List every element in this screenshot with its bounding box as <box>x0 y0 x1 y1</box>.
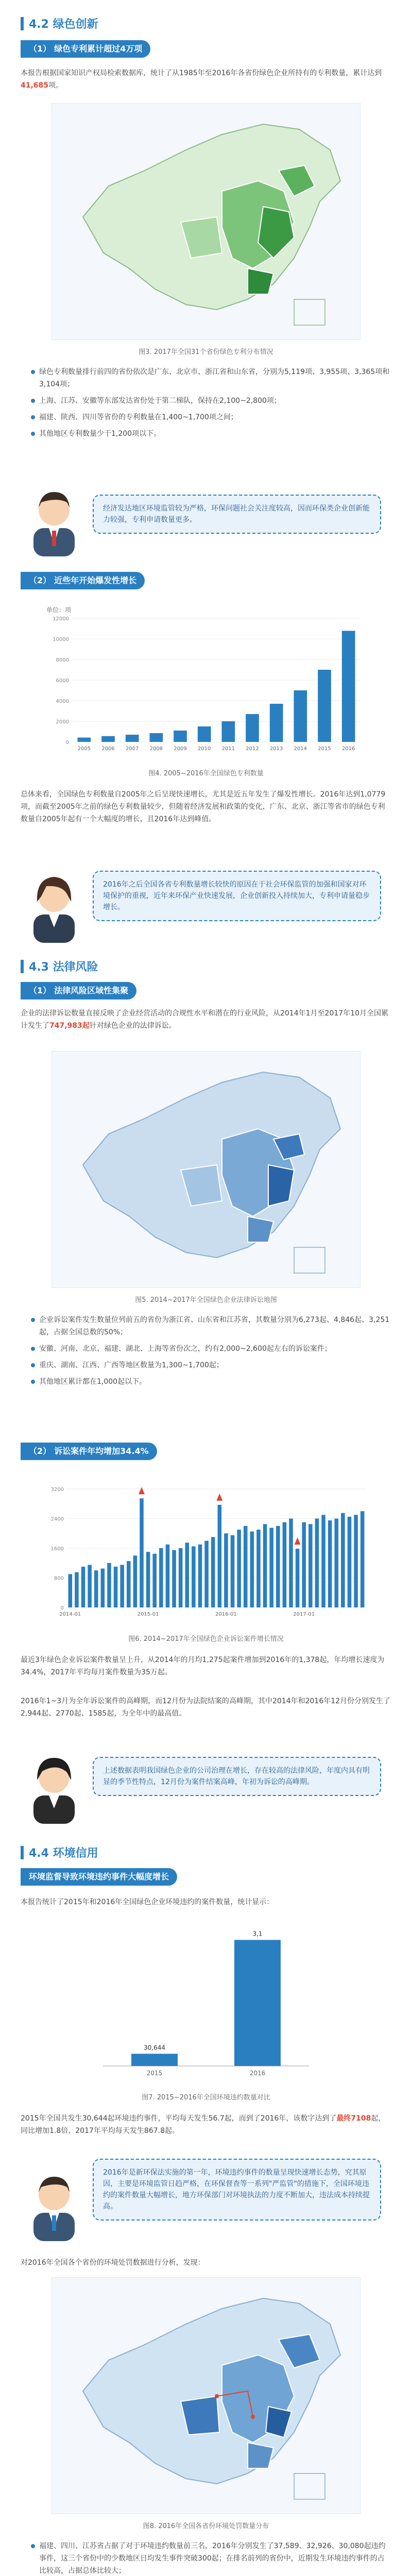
bar-2014-09 <box>120 1565 124 1607</box>
map2-caption: 图5. 2014~2017年全国绿色企业法律诉讼地图 <box>135 1296 277 1304</box>
bar-2017-10 <box>360 1511 365 1607</box>
env-highlight: 最终7108 <box>336 2114 371 2123</box>
x-tick-label: 2013 <box>269 746 283 752</box>
bar-2017-09 <box>354 1515 358 1607</box>
y-tick-label: 8000 <box>56 657 69 663</box>
bar-2015-09 <box>198 1545 202 1607</box>
bar-2008 <box>150 733 163 742</box>
bar-2016 <box>342 631 355 742</box>
list-item: 福建、四川、江苏省占据了对于环境违约数量前三名，2016年分别发生了37,589、32,926、30,080起违约事件，这三个省份中的少数地区日均发生事件突破300起；在排名前列的省份中，近期发生环境违约事件的占比较高，占据总体比较大； <box>31 2540 391 2576</box>
bar-2014-06 <box>101 1569 105 1607</box>
commentary-bubble-4: 2016年是新环保法实施的第一年，环境违约事件的数量呈现快速增长态势，究其原因，主要是环境监管日趋严格，在环保督查等一系列"严监管"的措施下，全国环境违约的案件数量大幅增长，地方环保部门对环境执法的力度不断加大，违法成本持续提高。 <box>93 2159 381 2221</box>
env-paragraph <box>21 2112 391 2137</box>
china-map-icon <box>52 104 361 341</box>
china-map-penalties <box>52 2277 360 2514</box>
x-tick-label: 2016 <box>249 2070 266 2077</box>
patent-bullets <box>31 366 391 444</box>
intro-text-end: 项。 <box>48 81 63 90</box>
commentary-bubble-3: 上述数据表明我国绿色企业的公司治理在增长，存在较高的法律风险，年度内具有明显的季节性特点，12月份为案件结案高峰，年初为诉讼的高峰期。 <box>93 1757 381 1796</box>
bar-2014-05 <box>94 1570 98 1607</box>
china-map-patents <box>52 103 360 340</box>
list-item: 福建、陕西、四川等省份的专利数量在1,400~1,700项之间； <box>31 411 391 423</box>
bar-2016-07 <box>263 1524 267 1607</box>
bar-2016-11 <box>289 1519 293 1608</box>
env-violation-chart <box>41 1917 371 2087</box>
sub-banner-legal-risk <box>21 982 136 999</box>
intro-text: 企业的法律诉讼数量直接反映了企业经营活动的合规性水平和潜在的行业风险，从2014年1月至2017年10月全国累计发生了 <box>21 1009 388 1030</box>
bar-2016-04 <box>244 1526 248 1607</box>
bar-2016-08 <box>269 1528 273 1607</box>
bar-2017-06 <box>334 1519 338 1608</box>
x-tick-label: 2015 <box>318 746 331 752</box>
title-bar <box>21 1846 24 1859</box>
bar-2011 <box>222 721 235 742</box>
bar-2010 <box>198 726 211 742</box>
bar-2006 <box>101 736 115 742</box>
bar-2017-03 <box>315 1519 319 1608</box>
y-tick-label: 800 <box>54 1575 64 1582</box>
intro-highlight: 41,685 <box>21 81 49 90</box>
avatar-woman <box>26 866 82 943</box>
bar-2016-12 <box>296 1549 300 1607</box>
bar-2015-04 <box>166 1545 170 1607</box>
intro-text-end: 针对绿色企业的法律诉讼。 <box>89 1022 176 1030</box>
map1-caption: 图3. 2017年全国31个省份绿色专利分布情况 <box>139 348 273 356</box>
bar-2009 <box>174 731 187 742</box>
sub-banner-lawsuit-growth <box>21 1443 157 1460</box>
data-label: 3,1 <box>252 1930 263 1938</box>
bar-2014-12 <box>140 1498 144 1607</box>
china-map-lawsuits <box>52 1051 360 1288</box>
bar-2015-10 <box>204 1541 209 1607</box>
y-tick-label: 12000 <box>53 616 69 622</box>
woman-avatar-icon <box>26 1747 82 1824</box>
x-tick-label: 2005 <box>77 746 91 752</box>
bar-2007 <box>126 735 139 742</box>
x-tick-label: 2011 <box>221 746 235 752</box>
bar-2016-05 <box>250 1532 254 1607</box>
bar-2014-11 <box>133 1555 138 1607</box>
china-map-icon <box>52 1052 361 1289</box>
bar-2015-01 <box>146 1552 150 1607</box>
x-tick-label: 2014 <box>294 746 307 752</box>
peak-marker <box>139 1487 145 1494</box>
bar-2015-06 <box>179 1548 183 1607</box>
x-tick-label: 2014-01 <box>59 1612 81 1617</box>
banner-number: （2） <box>29 575 52 585</box>
intro-paragraph-4-2 <box>21 67 391 92</box>
list-item: 其他地区专利数量少于1,200项以下。 <box>31 428 391 440</box>
bar-2017-01 <box>302 1522 306 1607</box>
x-tick-label: 2010 <box>197 746 211 752</box>
list-item: 其他地区累计都在1,000起以下。 <box>31 1376 391 1388</box>
y-tick-label: 6000 <box>56 678 69 684</box>
x-tick-label: 2009 <box>174 746 187 752</box>
commentary-bubble-1: 经济发达地区环境监管较为严格，环保问题社会关注度较高，因而环保类企业创新能力较强，专利申请数量更多。 <box>93 495 381 534</box>
section-title-4-2 <box>21 15 98 31</box>
bar-2015-07 <box>185 1543 189 1607</box>
bar-2016-09 <box>276 1526 280 1607</box>
env-text-end: 起，同比增加1.8倍，2017年平均每天发生867.8起。 <box>21 2114 386 2135</box>
avatar-man-2 <box>26 2164 82 2241</box>
bar-2015-08 <box>192 1546 196 1607</box>
bar-2012 <box>246 714 259 742</box>
man-avatar-icon <box>26 479 82 556</box>
intro-paragraph-4-3 <box>21 1007 391 1032</box>
y-tick-label: 2400 <box>50 1516 64 1522</box>
bar-2014-04 <box>88 1565 92 1607</box>
list-item: 安徽、河南、北京、福建、湖北、上海等省份次之，约有2,000~2,600起左右的诉讼案件； <box>31 1343 391 1355</box>
bar-2017-07 <box>341 1513 345 1607</box>
section-title-4-3 <box>21 958 98 974</box>
x-tick-label: 2016 <box>341 746 355 752</box>
commentary-bubble-2: 2016年之后全国各省专利数量增长较快的原因在于社会环保监管的加强和国家对环境保护的重视，近年来环保产业快速发展，企业创新投入持续加大，专利申请量稳步增长。 <box>93 871 381 921</box>
y-tick-label: 0 <box>60 1605 64 1611</box>
bar-2017-04 <box>321 1515 325 1607</box>
x-tick-label: 2017-01 <box>293 1612 315 1617</box>
y-tick-label: 0 <box>65 740 69 745</box>
env-intro: 本报告统计了2015年和2016年全国绿色企业环境违约的案件数量，统计显示： <box>21 1898 274 1906</box>
avatar-man <box>26 479 82 556</box>
man-avatar-icon <box>26 2164 82 2241</box>
y-tick-label: 3200 <box>50 1487 64 1493</box>
banner-number: （1） <box>29 986 52 995</box>
list-item: 绿色专利数量排行前四的省份依次是广东、北京市、浙江省和山东省，分别为5,119项、3,955项、3,365项和3,104项； <box>31 366 391 391</box>
banner-text: 绿色专利累计超过4万项 <box>54 44 143 54</box>
banner-number: （1） <box>29 44 52 54</box>
lawsuit-paragraph-2: 2016年1~3月为全年诉讼案件的高峰期，而12月份为法院结案的高峰期，其中2014年和2016年12月份分别发生了2,944起、2770起、1585起，为全年中的最高值。 <box>21 1697 391 1718</box>
y-tick-label: 10000 <box>53 637 69 642</box>
chart1-caption: 图4. 2005~2016年全国绿色专利数量 <box>148 770 264 777</box>
chart2-caption: 图6. 2014~2017年全国绿色企业诉讼案件增长情况 <box>128 1635 284 1643</box>
bar-2014-07 <box>107 1563 111 1607</box>
x-tick-label: 2012 <box>246 746 259 752</box>
sub-banner-growth <box>21 572 145 589</box>
bar-2014-03 <box>81 1567 85 1607</box>
list-item: 上海、江苏、安徽等东部发达省份处于第二梯队，保持在2,100~2,800项； <box>31 395 391 407</box>
bar-2016 <box>234 1940 281 2066</box>
chart3-caption: 图7. 2015~2016年全国环境违约数量对比 <box>142 2094 270 2102</box>
y-unit-label: 单位：项 <box>46 606 72 614</box>
y-tick-label: 1600 <box>50 1546 64 1552</box>
bar-2016-03 <box>237 1530 241 1607</box>
x-tick-label: 2015-01 <box>137 1612 159 1617</box>
lawsuit-bullets <box>31 1314 391 1392</box>
bar-2015 <box>318 670 331 742</box>
lawsuit-monthly-chart <box>41 1473 371 1628</box>
x-tick-label: 2006 <box>101 746 115 752</box>
data-label: 30,644 <box>144 2044 165 2052</box>
bar-2017-02 <box>308 1524 313 1607</box>
growth-paragraph: 总体来看，全国绿色专利数量自2005年之后呈现快速增长，尤其是近五年发生了爆发性增长。2016年达到1,0779项，而截至2005年之前的绿色专利数量较少，但随着经济发展和政策的变化，广东、北京、浙江等省市的绿色专利数量自2005年起有一个大幅度的增长，且2016年达到峰值。 <box>21 790 386 823</box>
bar-2013 <box>270 704 283 742</box>
bar-2005 <box>78 738 91 742</box>
peak-marker <box>295 1537 301 1545</box>
bar-2014-08 <box>114 1567 118 1607</box>
penalty-bullets <box>31 2540 391 2576</box>
bar-2016-06 <box>256 1530 261 1607</box>
lawsuit-monthly-svg <box>41 1473 371 1628</box>
sub-banner-green-patents <box>21 40 150 58</box>
y-tick-label: 4000 <box>56 699 69 704</box>
title-bar <box>21 960 24 973</box>
bar-2015-12 <box>218 1505 222 1607</box>
map3-caption: 图8. 2016年全国各省份环境处罚数量分布 <box>143 2522 269 2530</box>
china-map-icon <box>52 2278 361 2515</box>
woman-avatar-icon <box>26 866 82 943</box>
env-text: 2015年全国共发生30,644起环境违约事件，平均每天发生56.7起，而到了2016年，该数字达到了 <box>21 2114 337 2123</box>
banner-text: 法律风险区域性集聚 <box>54 986 129 995</box>
section-title-text: 4.2 绿色创新 <box>29 18 98 31</box>
section-title-text: 4.3 法律风险 <box>29 961 98 974</box>
sub-banner-env-credit <box>21 1868 177 1886</box>
list-item: 企业诉讼案件发生数量位列前五的省份为浙江省、山东省和江苏省，其数量分别为6,273起、4,846起、3,251起，占据全国总数的50%； <box>31 1314 391 1338</box>
banner-text: 诉讼案件年均增加34.4% <box>54 1446 149 1456</box>
banner-number: （2） <box>29 1446 52 1456</box>
bar-2014 <box>294 690 307 742</box>
x-tick-label: 2008 <box>149 746 163 752</box>
list-item: 重庆、湖南、江西、广西等地区数量为1,300~1,700起； <box>31 1359 391 1371</box>
patent-growth-svg <box>41 603 371 762</box>
bar-2017-08 <box>348 1517 352 1607</box>
banner-text: 环境监督导致环境违约事件大幅度增长 <box>29 1872 169 1882</box>
env-violation-svg <box>41 1917 371 2087</box>
bar-2016-10 <box>283 1522 287 1607</box>
bar-2014-02 <box>75 1572 79 1607</box>
x-tick-label: 2015 <box>146 2070 163 2077</box>
bar-2016-01 <box>224 1533 228 1607</box>
section-title-text: 4.4 环境信用 <box>29 1847 98 1860</box>
x-tick-label: 2016-01 <box>215 1612 237 1617</box>
bar-2015-03 <box>159 1548 163 1607</box>
bar-2015-05 <box>172 1550 176 1607</box>
title-bar <box>21 17 24 30</box>
bar-2014-01 <box>68 1574 73 1607</box>
bar-2017-05 <box>328 1520 332 1607</box>
section-title-4-4 <box>21 1844 98 1860</box>
lawsuit-paragraph-1: 最近3年绿色企业诉讼案件数量呈上升，从2014年的月均1,275起案件增加到2016年的1,378起，年均增长速度为34.4%，2017年平均每月案件数量为35万起。 <box>21 1656 385 1676</box>
bar-2015-02 <box>152 1554 157 1607</box>
intro-text: 本报告根据国家知识产权局检索数据库，统计了从1985年至2016年各省份绿色企业所持有的专利数量，累计达到 <box>21 69 382 77</box>
avatar-woman-2 <box>26 1747 82 1824</box>
map-intro: 对2016年全国各个省份的环境处罚数据进行分析，发现： <box>21 2259 205 2267</box>
bar-2014-10 <box>127 1561 131 1607</box>
bar-2016-02 <box>231 1535 235 1607</box>
bar-2015-11 <box>211 1537 215 1607</box>
banner-text: 近些年开始爆发性增长 <box>54 575 137 585</box>
intro-highlight: 747,983起 <box>49 1022 90 1030</box>
bar-2015 <box>131 2054 178 2066</box>
y-tick-label: 2000 <box>56 719 69 725</box>
peak-marker <box>216 1494 222 1501</box>
x-tick-label: 2007 <box>125 746 139 752</box>
patent-growth-chart <box>41 603 371 762</box>
